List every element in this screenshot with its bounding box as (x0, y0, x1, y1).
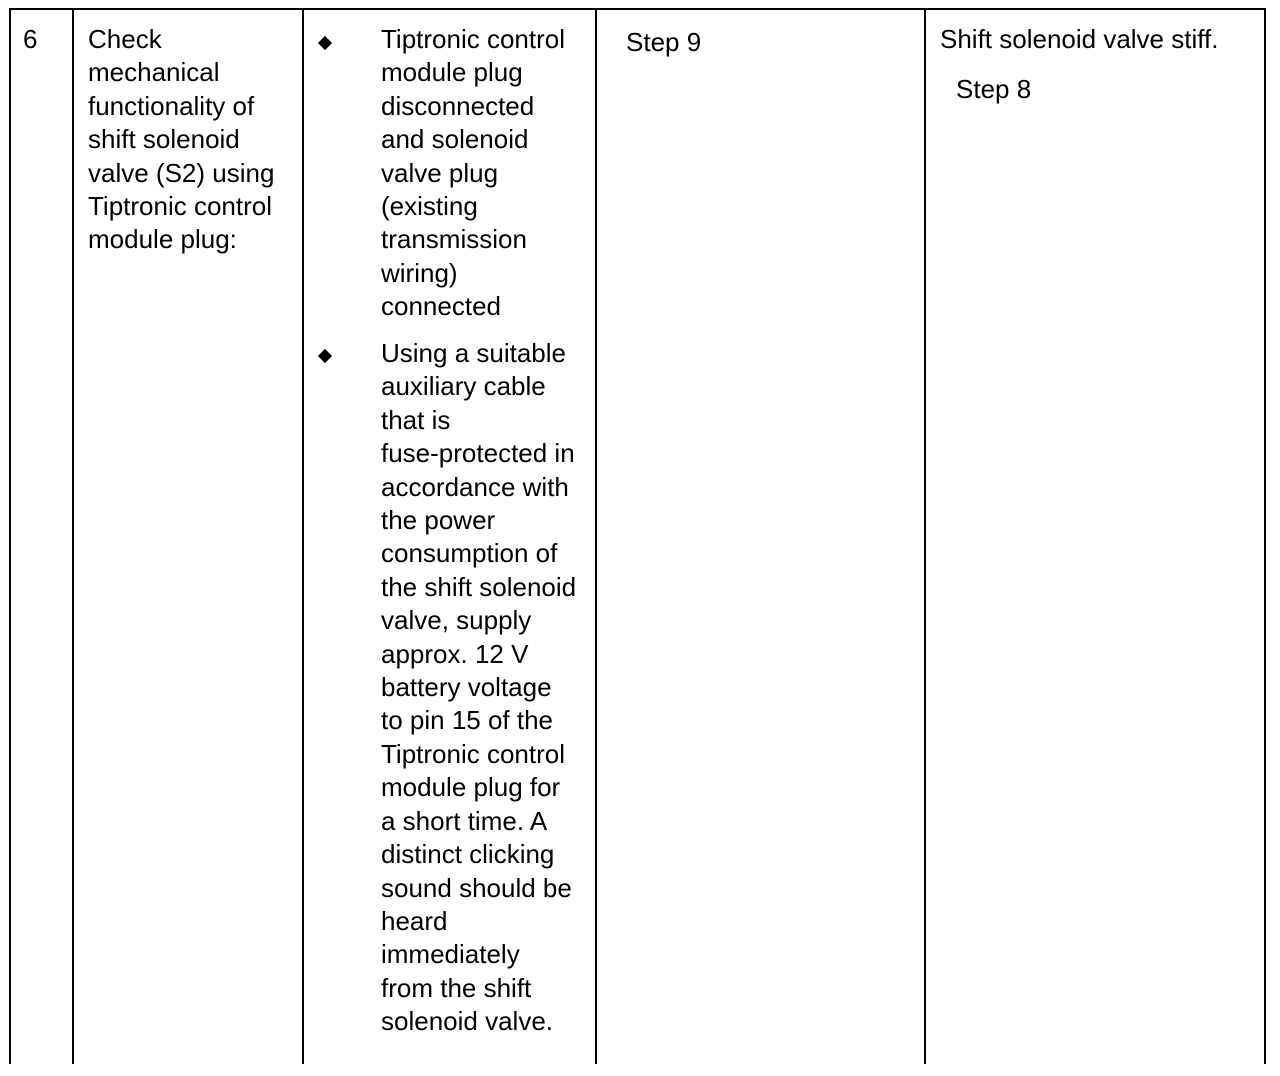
condition-item: Tiptronic control module plug disconnected and solenoid valve plug (existing transmission wiring) connected (381, 24, 565, 322)
bullet-icon (318, 349, 332, 363)
result-no-step: Step 8 (956, 74, 1032, 104)
result-yes-step: Step 9 (626, 27, 702, 57)
table-top-border (9, 8, 1266, 10)
column-divider-3 (595, 8, 597, 1064)
test-description: Check mechanical functionality of shift solenoid valve (S2) using Tiptronic control module plug: (88, 24, 275, 255)
table-left-border (9, 8, 11, 1064)
condition-item: Using a suitable auxiliary cable that is fuse-protected in accordance with the power consumption of the shift solenoid valve, supply approx. 12 V battery voltage to pin 15 of the Tiptronic control module plug for a short time. A distinct clicking sound should be heard immediately from the shift solenoid valve. (381, 338, 577, 1037)
column-divider-2 (302, 8, 304, 1064)
result-no-text: Shift solenoid valve stiff. (940, 24, 1219, 54)
bullet-icon (318, 36, 332, 50)
step-number: 6 (23, 24, 38, 54)
table-right-border (1264, 8, 1266, 1064)
column-divider-4 (924, 8, 926, 1064)
column-divider-1 (72, 8, 74, 1064)
